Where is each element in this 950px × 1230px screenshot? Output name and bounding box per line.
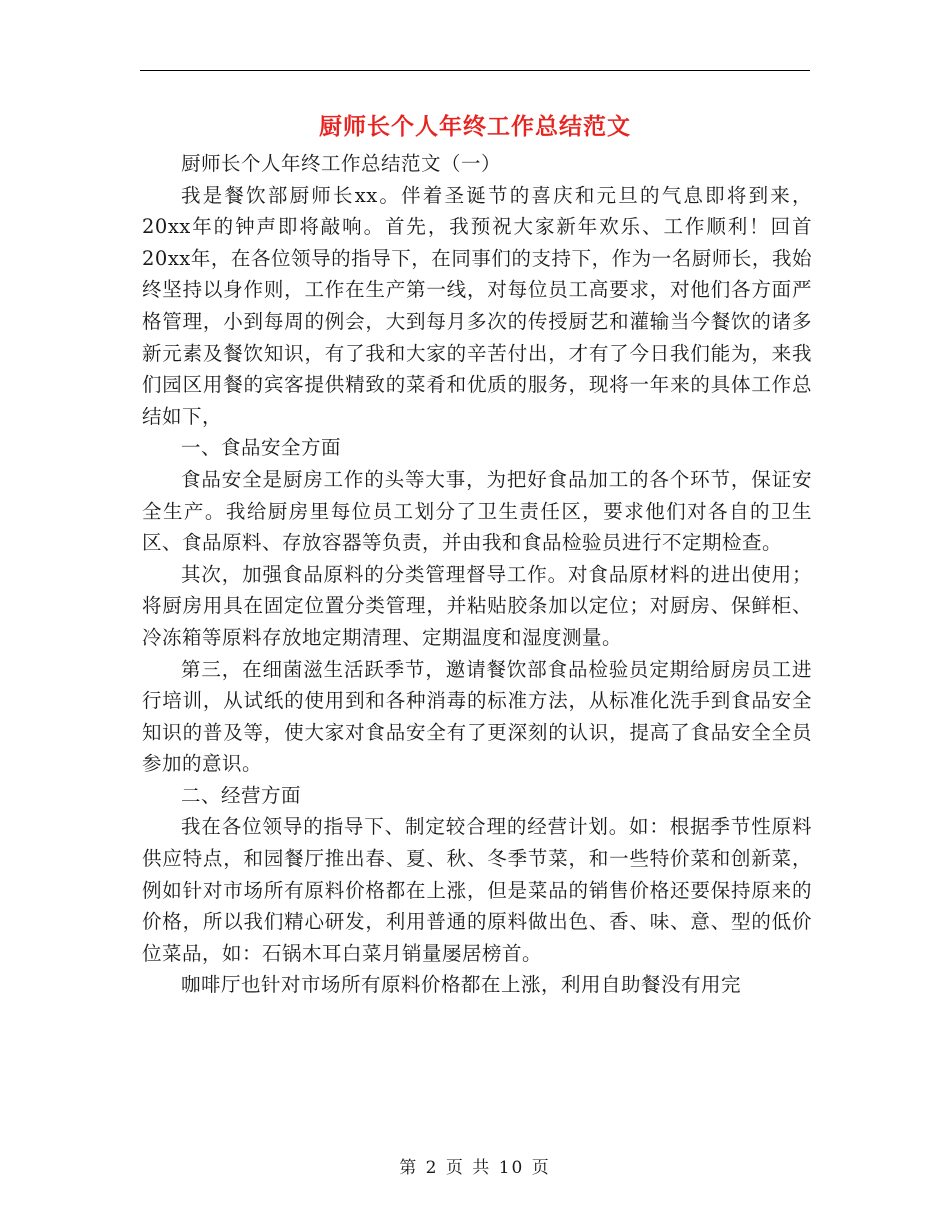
document-title: 厨师长个人年终工作总结范文 xyxy=(319,113,631,140)
page-number: 第 2 页 共 10 页 xyxy=(399,1158,551,1178)
body-paragraph: 第三，在细菌滋生活跃季节，邀请餐饮部食品检验员定期给厨房员工进行培训，从试纸的使用到和各种消毒的标准方法，从标准化洗手到食品安全知识的普及等，使大家对食品安全有了更深刻的认识，提高了食品安全全员参加的意识。 xyxy=(142,657,812,776)
section-heading: 一、食品安全方面 xyxy=(181,436,342,460)
body-paragraph: 咖啡厅也针对市场所有原料价格都在上涨，利用自助餐没有用完 xyxy=(181,973,742,997)
header-rule xyxy=(140,70,810,71)
page-footer xyxy=(0,1153,950,1178)
body-paragraph: 我在各位领导的指导下、制定较合理的经营计划。如：根据季节性原料供应特点，和园餐厅推出春、夏、秋、冬季节菜，和一些特价菜和创新菜，例如针对市场所有原料价格都在上涨，但是菜品的销售价格还要保持原来的价格，所以我们精心研发，利用普通的原料做出色、香、味、意、型的低价位菜品，如：石锅木耳白菜月销量屡居榜首。 xyxy=(142,815,812,965)
body-paragraph: 我是餐饮部厨师长xx。伴着圣诞节的喜庆和元旦的气息即将到来，20xx年的钟声即将敲响。首先，我预祝大家新年欢乐、工作顺利！回首20xx年，在各位领导的指导下，在同事们的支持下，作为一名厨师长，我始终坚持以身作则，工作在生产第一线，对每位员工高要求，对他们各方面严格管理，小到每周的例会，大到每月多次的传授厨艺和灌输当今餐饮的诸多新元素及餐饮知识，有了我和大家的辛苦付出，才有了今日我们能为，来我们园区用餐的宾客提供精致的菜肴和优质的服务，现将一年来的具体工作总结如下， xyxy=(142,183,812,428)
body-paragraph: 食品安全是厨房工作的头等大事，为把好食品加工的各个环节，保证安全生产。我给厨房里每位员工划分了卫生责任区，要求他们对各自的卫生区、食品原料、存放容器等负责，并由我和食品检验员进行不定期检查。 xyxy=(142,467,812,555)
subtitle-paragraph: 厨师长个人年终工作总结范文（一） xyxy=(181,152,502,175)
section-heading: 二、经营方面 xyxy=(181,783,302,807)
body-paragraph: 其次，加强食品原料的分类管理督导工作。对食品原材料的进出使用；将厨房用具在固定位置分类管理，并粘贴胶条加以定位；对厨房、保鲜柜、冷冻箱等原料存放地定期清理、定期温度和湿度测量。 xyxy=(142,562,812,649)
document-body xyxy=(142,148,812,1001)
